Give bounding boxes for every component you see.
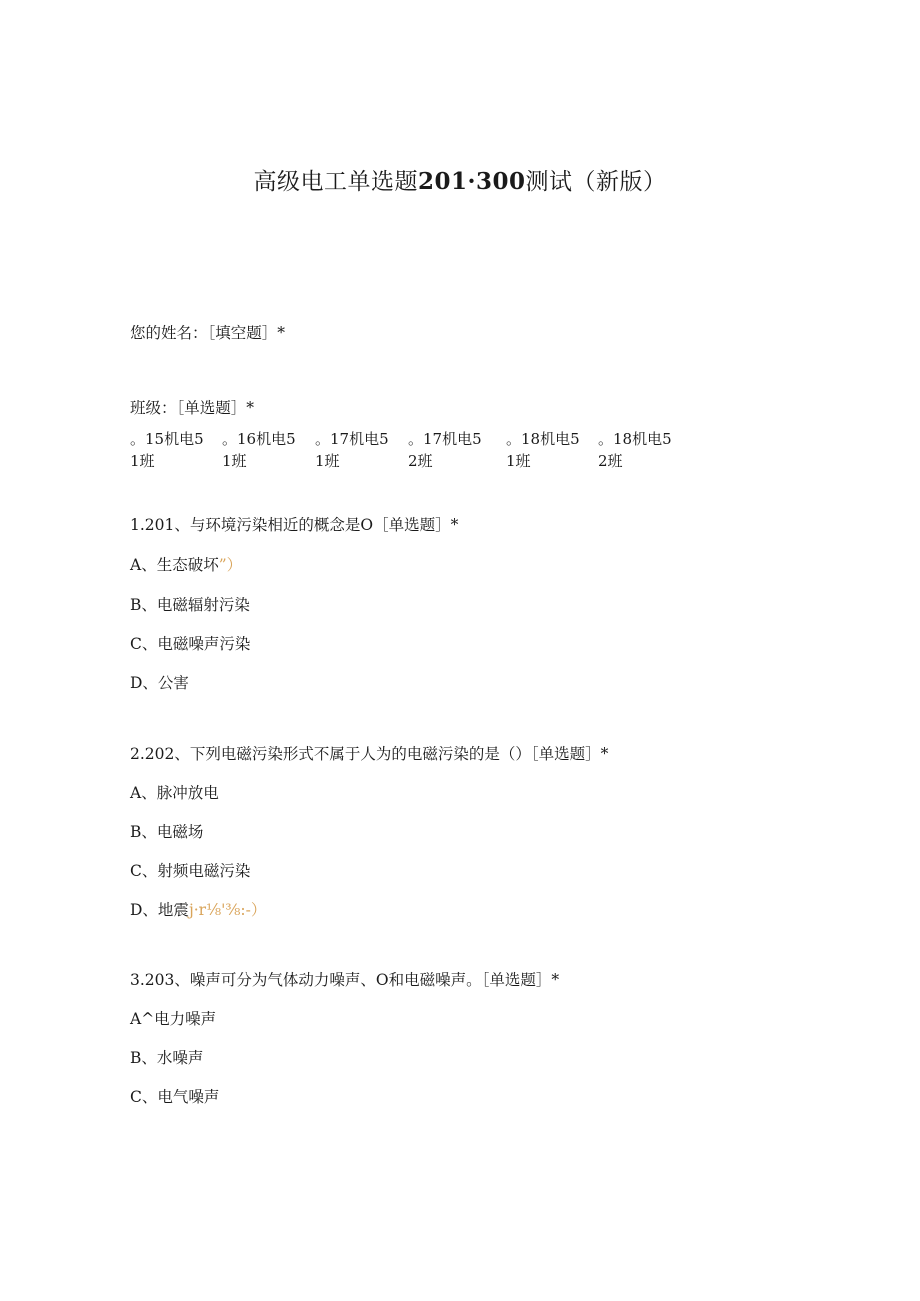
- class-option-1[interactable]: [130, 428, 225, 472]
- question-2-text: 2.202、下列电磁污染形式不属于人为的电磁污染的是（）［单选题］*: [130, 745, 609, 763]
- class-option-line1: 。18机电5: [598, 430, 672, 448]
- class-option-line2: 1班: [315, 452, 340, 470]
- class-option-line2: 1班: [222, 452, 247, 470]
- q3-option-c[interactable]: C、电气噪声: [130, 1088, 220, 1106]
- class-option-line2: 2班: [598, 452, 623, 470]
- q2-option-d[interactable]: [130, 898, 266, 920]
- q2-option-b[interactable]: B、电磁场: [130, 823, 204, 841]
- class-option-5[interactable]: [506, 428, 601, 472]
- class-option-line1: 。15机电5: [130, 430, 204, 448]
- class-option-line1: 。17机电5: [315, 430, 389, 448]
- title-suffix: 测试（新版）: [525, 169, 667, 195]
- q1-option-a[interactable]: [130, 553, 242, 575]
- class-option-line2: 1班: [506, 452, 531, 470]
- q1-option-d[interactable]: D、公害: [130, 674, 189, 692]
- question-3-text: 3.203、噪声可分为气体动力噪声、O和电磁噪声。［单选题］*: [130, 971, 560, 989]
- class-option-3[interactable]: [315, 428, 410, 472]
- class-option-line1: 。18机电5: [506, 430, 580, 448]
- q2-option-c[interactable]: C、射频电磁污染: [130, 862, 251, 880]
- class-question: 班级：［单选题］*: [130, 399, 255, 417]
- page-title: [0, 163, 920, 196]
- class-option-line1: 。17机电5: [408, 430, 482, 448]
- class-option-6[interactable]: [598, 428, 693, 472]
- question-1-text: 1.201、与环境污染相近的概念是O［单选题］*: [130, 516, 459, 534]
- q3-option-a[interactable]: A^电力噪声: [130, 1010, 217, 1028]
- q1-option-b[interactable]: B、电磁辐射污染: [130, 596, 250, 614]
- q2-option-d-mark: j·r⅛'⅜:-）: [188, 901, 267, 919]
- q3-option-b[interactable]: B、水噪声: [130, 1049, 204, 1067]
- class-option-line1: 。16机电5: [222, 430, 296, 448]
- q1-option-a-mark: ”）: [218, 556, 243, 574]
- q2-option-a[interactable]: A、脉冲放电: [130, 784, 219, 802]
- title-range: 201·300: [417, 168, 526, 195]
- class-option-2[interactable]: [222, 428, 317, 472]
- class-option-line2: 2班: [408, 452, 433, 470]
- title-prefix: 高级电工单选题: [253, 169, 418, 195]
- q2-option-d-label: D、地震: [130, 901, 189, 919]
- q1-option-c[interactable]: C、电磁噪声污染: [130, 635, 251, 653]
- q1-option-a-label: A、生态破坏: [130, 556, 219, 574]
- name-question: 您的姓名：［填空题］*: [130, 324, 286, 342]
- class-option-4[interactable]: [408, 428, 503, 472]
- class-option-line2: 1班: [130, 452, 155, 470]
